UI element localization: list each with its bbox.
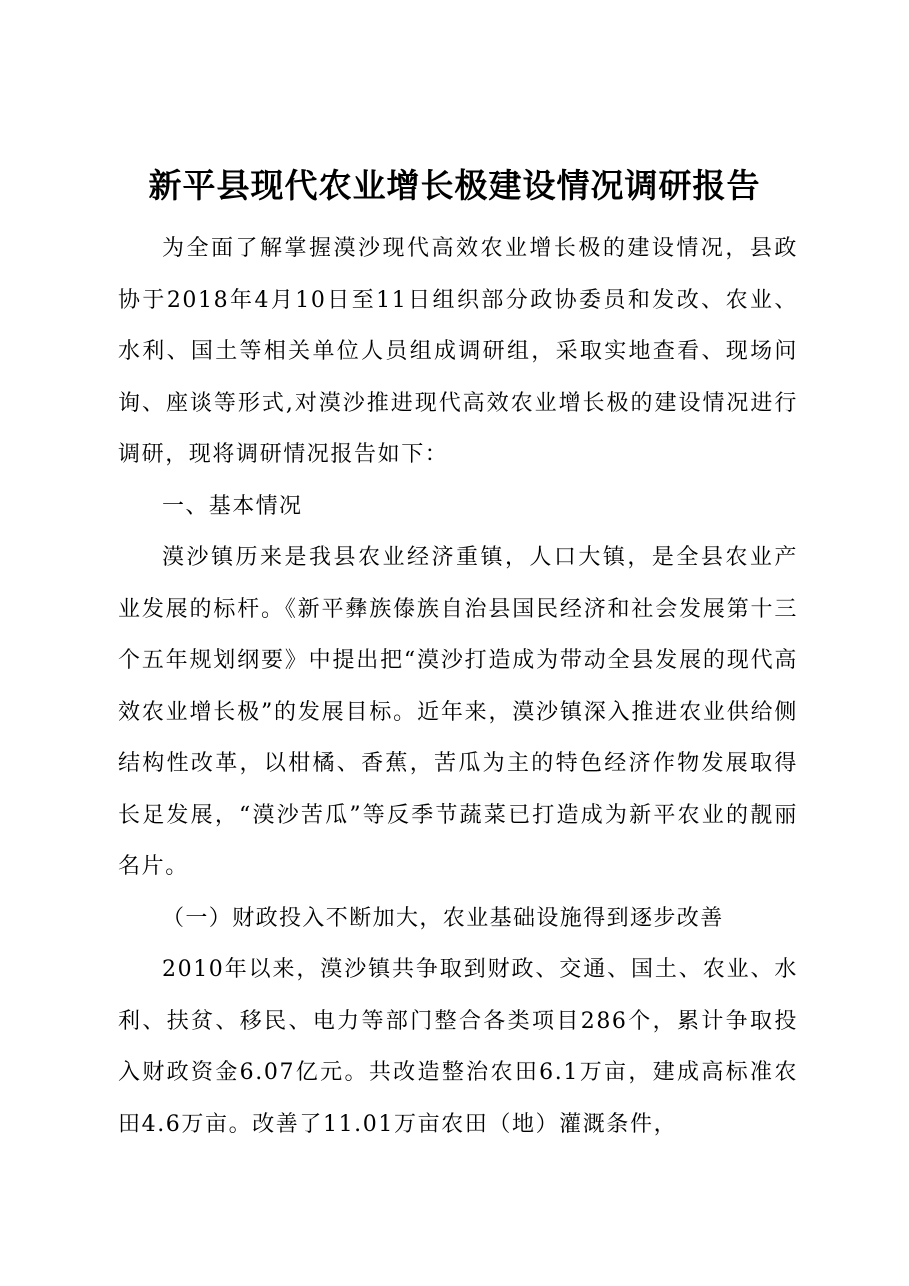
section-heading-basic-situation: 一、基本情况 [162, 493, 303, 519]
document-title: 新平县现代农业增长极建设情况调研报告 [148, 166, 761, 205]
paragraph-basic-situation: 漠沙镇历来是我县农业经济重镇，人口大镇，是全县农业产业发展的标杆。《新平彝族傣族自治县国民经济和社会发展第十三个五年规划纲要》中提出把“漠沙打造成为带动全县发展的现代高效农业增长极”的发展目标。近年来，漠沙镇深入推进农业供给侧结构性改革，以柑橘、香蕉，苦瓜为主的特色经济作物发展取得长足发展，“漠沙苦瓜”等反季节蔬菜已打造成为新平农业的靓丽名片。 [118, 545, 798, 879]
document-body [118, 223, 798, 1150]
paragraph-intro: 为全面了解掌握漠沙现代高效农业增长极的建设情况，县政协于2018年4月10日至11日组织部分政协委员和发改、农业、水利、国土等相关单位人员组成调研组，采取实地查看、现场问询、座谈等形式,对漠沙推进现代高效农业增长极的建设情况进行调研，现将调研情况报告如下： [118, 236, 798, 467]
subsection-heading-fiscal-investment: （一）财政投入不断加大，农业基础设施得到逐步改善 [162, 905, 724, 931]
paragraph-fiscal-investment: 2010年以来，漠沙镇共争取到财政、交通、国土、农业、水利、扶贫、移民、电力等部门整合各类项目286个，累计争取投入财政资金6.07亿元。共改造整治农田6.1万亩，建成高标准农田4.6万亩。改善了11.01万亩农田（地）灌溉条件， [118, 957, 798, 1137]
